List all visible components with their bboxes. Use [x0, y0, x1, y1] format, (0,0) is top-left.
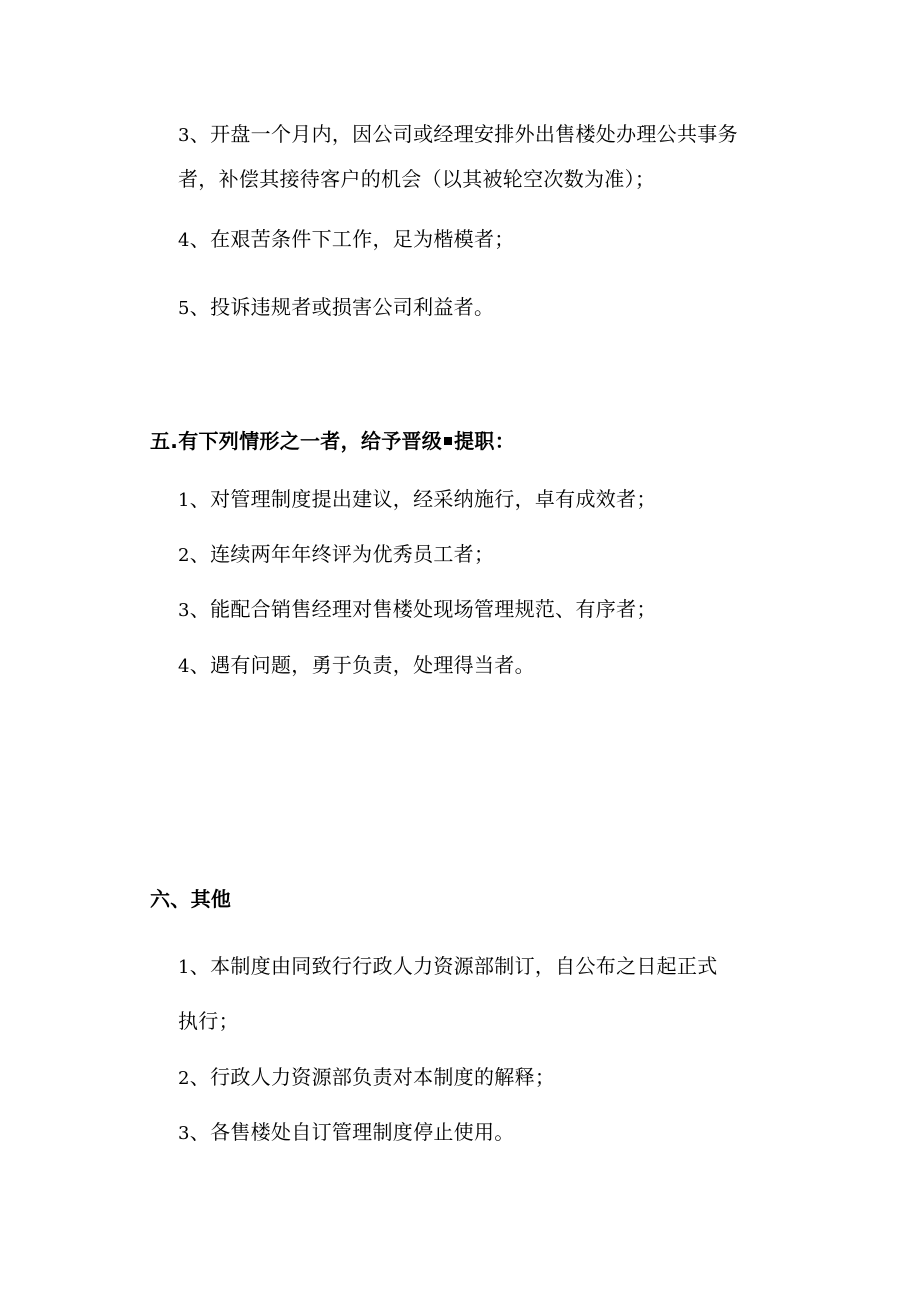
item-separator: 、 — [189, 227, 211, 251]
item-number: 2 — [178, 545, 190, 566]
item-text: 开盘一个月内，因公司或经理安排外出售楼处办理公共事务 — [210, 122, 738, 146]
list-item-continuation: 者，补偿其接待客户的机会（以其被轮空次数为准）； — [178, 167, 656, 191]
item-separator: 、 — [189, 653, 211, 677]
item-separator: 、 — [189, 542, 211, 566]
item-number: 3 — [178, 1123, 190, 1144]
list-item — [178, 596, 657, 624]
item-text: 投诉违规者或损害公司利益者。 — [210, 295, 495, 319]
item-separator: 、 — [189, 954, 211, 978]
item-text: 在艰苦条件下工作，足为楷模者； — [210, 227, 515, 251]
item-number: 2 — [178, 1068, 190, 1089]
item-text: 本制度由同致行行政人力资源部制订，自公布之日起正式 — [210, 954, 718, 978]
heading-text: 提职： — [454, 429, 516, 453]
item-number: 5 — [178, 298, 190, 319]
item-text: 对管理制度提出建议，经采纳施行，卓有成效者； — [210, 487, 657, 511]
item-separator: 、 — [189, 295, 211, 319]
list-item — [178, 486, 657, 514]
item-text: 连续两年年终评为优秀员工者； — [210, 542, 495, 566]
heading-text: 五.有下列情形之一者，给予晋级 — [150, 429, 443, 453]
section-heading — [150, 428, 515, 454]
item-number: 3 — [178, 125, 190, 146]
list-item — [178, 652, 535, 680]
item-number: 1 — [178, 490, 190, 511]
item-text: 能配合销售经理对售楼处现场管理规范、有序者； — [210, 597, 657, 621]
list-item-continuation: 执行； — [178, 1009, 239, 1033]
item-text: 遇有问题，勇于负责，处理得当者。 — [210, 653, 535, 677]
item-separator: 、 — [189, 597, 211, 621]
item-number: 4 — [178, 656, 190, 677]
square-bullet-icon — [444, 437, 452, 445]
list-item — [178, 541, 494, 569]
item-separator: 、 — [189, 1120, 211, 1144]
list-item — [178, 1064, 555, 1092]
item-number: 3 — [178, 600, 190, 621]
item-number: 1 — [178, 957, 190, 978]
list-item — [178, 953, 718, 981]
item-separator: 、 — [189, 487, 211, 511]
item-text: 行政人力资源部负责对本制度的解释； — [210, 1065, 556, 1089]
item-separator: 、 — [189, 1065, 211, 1089]
list-item — [178, 226, 515, 254]
item-number: 4 — [178, 230, 190, 251]
item-text: 各售楼处自订管理制度停止使用。 — [210, 1120, 515, 1144]
list-item — [178, 1119, 515, 1147]
section-heading: 六、其他 — [150, 887, 232, 911]
item-separator: 、 — [189, 122, 211, 146]
list-item — [178, 294, 494, 322]
list-item — [178, 121, 738, 149]
